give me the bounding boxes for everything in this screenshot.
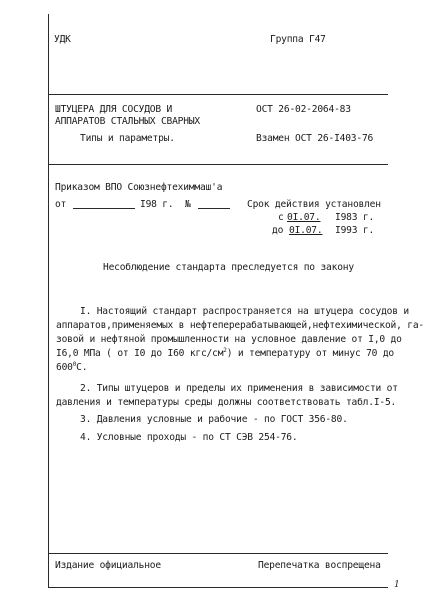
validity-from-year: I983 г. (335, 212, 375, 223)
validity-label: Срок действия установлен (247, 199, 381, 210)
law-warning: Несоблюдение стандарта преследуется по закону (103, 262, 354, 273)
ost-number: ОСТ 26-02-2064-83 (256, 104, 351, 115)
official-edition-label: Издание официальное (55, 560, 161, 571)
degree-superscript: 0 (72, 360, 77, 368)
udk-label: УДК (54, 34, 71, 45)
validity-from-date: 0I.07. (287, 212, 321, 223)
validity-from-prefix: с (278, 212, 284, 223)
order-number-blank (198, 208, 230, 209)
order-from-label: от (55, 199, 67, 210)
bottom-border (48, 587, 388, 588)
para-1-line-4 (56, 348, 394, 360)
temperature-value: 600 (56, 362, 73, 373)
para-1-line-1: I. Настоящий стандарт распространяется на штуцера сосудов и (80, 306, 409, 317)
order-date-blank (73, 208, 135, 209)
para-1-line-4-text-b: ) и температуру от минус 70 до (226, 348, 394, 359)
title-divider (48, 164, 388, 165)
reprint-prohibited-label: Перепечатка воспрещена (258, 560, 381, 571)
order-number-sign: № (185, 199, 191, 210)
group-label: Группа Г47 (270, 34, 326, 45)
validity-to-year: I993 г. (335, 225, 375, 236)
para-1-line-5 (56, 362, 87, 374)
title-line-3: Типы и параметры. (80, 133, 175, 144)
page-number: 1 (394, 580, 400, 590)
title-line-1: ШТУЦЕРА ДЛЯ СОСУДОВ И (55, 104, 173, 115)
validity-to-prefix: до (272, 225, 284, 236)
order-year-suffix: I98 г. (140, 199, 174, 210)
temperature-unit: С. (76, 362, 88, 373)
title-line-2: АППАРАТОВ СТАЛЬНЫХ СВАРНЫХ (55, 116, 200, 127)
validity-to-date: 0I.07. (289, 225, 323, 236)
para-2-line-2: давления и температуры среды должны соответствовать табл.I-5. (56, 397, 397, 408)
replaces-ost: Взамен ОСТ 26-I403-76 (256, 133, 374, 144)
para-4: 4. Условные проходы - по СТ СЭВ 254-76. (80, 432, 298, 443)
para-1-line-3: зовой и нефтяной промышленности на условное давление от I,0 до (56, 334, 402, 345)
order-line-1: Приказом ВПО Союзнефтехиммаш'а (55, 182, 223, 193)
para-3: 3. Давления условные и рабочие - по ГОСТ 356-80. (80, 414, 348, 425)
footer-divider (48, 553, 388, 554)
left-margin-rule (48, 14, 49, 587)
para-1-line-4-text-a: I6,0 МПа ( от I0 до I60 кгс/см (56, 348, 224, 359)
header-divider (48, 94, 388, 95)
para-1-line-2: аппаратов,применяемых в нефтеперерабатывающей,нефтехимической, га- (56, 320, 424, 331)
superscript-2: 2 (223, 346, 227, 354)
para-2-line-1: 2. Типы штуцеров и пределы их применения в зависимости от (80, 383, 398, 394)
